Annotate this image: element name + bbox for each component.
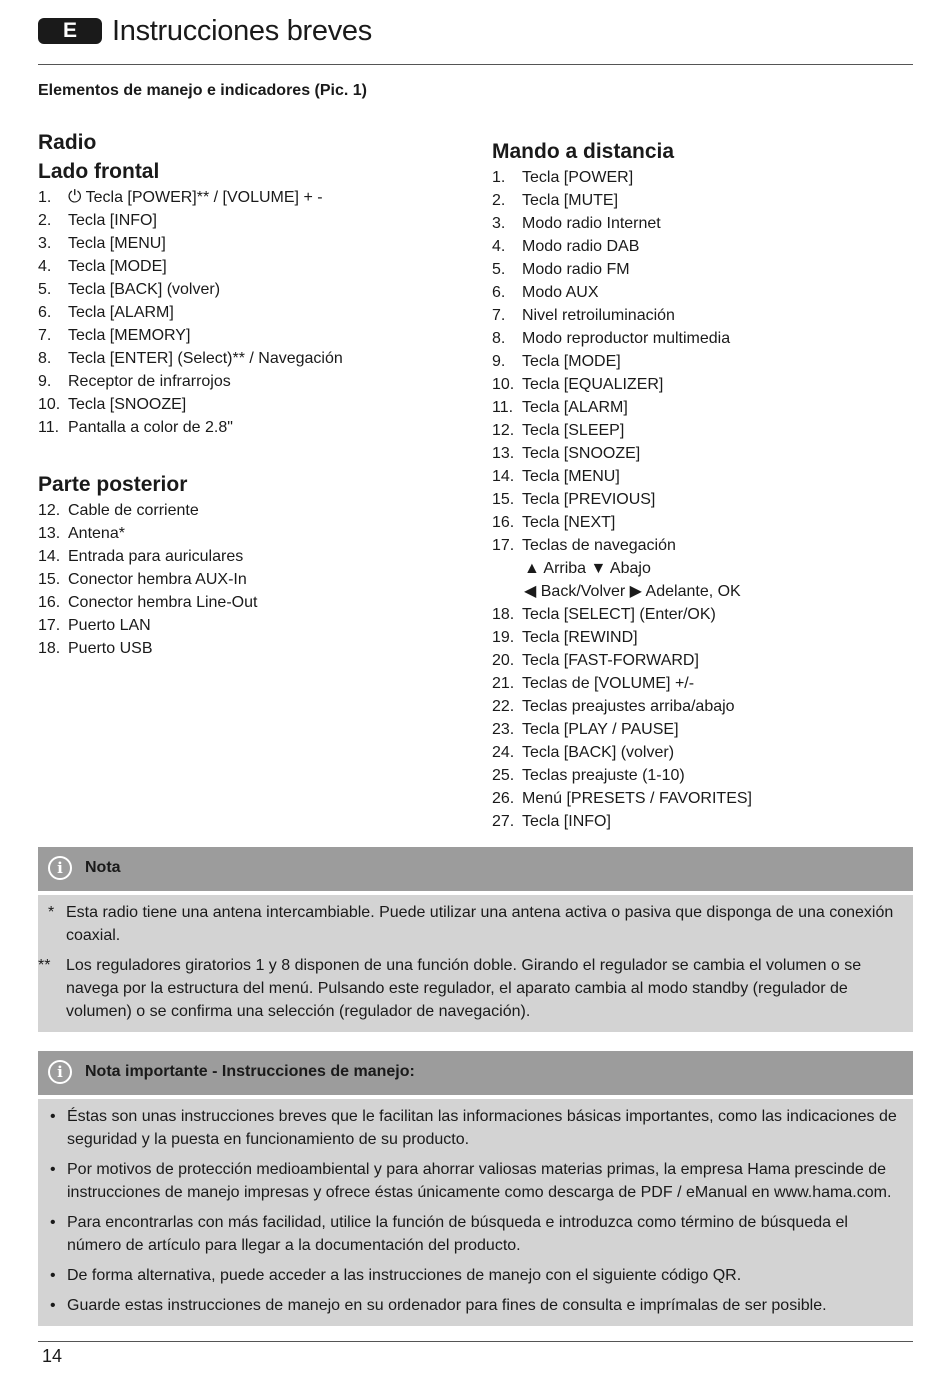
front-heading: Lado frontal: [38, 160, 160, 183]
list-item: 16. Tecla [NEXT]: [492, 514, 616, 531]
note-header: [38, 847, 913, 895]
list-item: 9. Receptor de infrarrojos: [38, 373, 231, 390]
important-note-header: [38, 1051, 913, 1099]
radio-heading: Radio: [38, 131, 97, 154]
list-item: 1. ⏻ Tecla [POWER]** / [VOLUME] + -: [38, 187, 323, 207]
list-item: 12. Tecla [SLEEP]: [492, 422, 625, 439]
list-item: 15. Conector hembra AUX-In: [38, 571, 247, 588]
list-item: 13. Antena*: [38, 525, 125, 542]
remote-heading: Mando a distancia: [492, 140, 675, 163]
list-item: 10. Tecla [SNOOZE]: [38, 396, 187, 413]
list-item: 13. Tecla [SNOOZE]: [492, 445, 641, 462]
bullet-item: • De forma alternativa, puede acceder a las instrucciones de manejo con el siguiente código QR.: [50, 1267, 742, 1284]
front-list: [38, 186, 468, 439]
list-item: 5. Modo radio FM: [492, 261, 630, 278]
list-item: 3. Modo radio Internet: [492, 215, 661, 232]
bullet-item: • Por motivos de protección medioambiental y para ahorrar valiosas materias primas, la empresa Hama prescinde de instrucciones de manejo impresas y ofrece éstas únicamente como descarga de PDF / eManual en www.hama.com.: [50, 1161, 892, 1201]
list-item: 22. Teclas preajustes arriba/abajo: [492, 698, 735, 715]
list-item: 2. Tecla [INFO]: [38, 212, 157, 229]
list-item: 6. Modo AUX: [492, 284, 599, 301]
list-item: 16. Conector hembra Line-Out: [38, 594, 258, 611]
list-item: 23. Tecla [PLAY / PAUSE]: [492, 721, 679, 738]
list-item: 12. Cable de corriente: [38, 502, 199, 519]
remote-list-continued: [492, 603, 922, 833]
bullet-item: • Éstas son unas instrucciones breves que le facilitan las informaciones básicas importantes, como las indicaciones de seguridad y la puesta en funcionamiento de su producto.: [50, 1108, 897, 1148]
page-number: 14: [42, 1346, 63, 1366]
list-item: 18. Tecla [SELECT] (Enter/OK): [492, 606, 716, 623]
list-item: 6. Tecla [ALARM]: [38, 304, 174, 321]
nav-keys-back-forward: ◀ Back/Volver ▶ Adelante, OK: [524, 583, 741, 600]
bullet-item: • Guarde estas instrucciones de manejo en su ordenador para fines de consulta e imprímalas de ser posible.: [50, 1297, 827, 1314]
list-item: 19. Tecla [REWIND]: [492, 629, 638, 646]
list-item: 7. Tecla [MEMORY]: [38, 327, 191, 344]
language-badge: E: [38, 18, 102, 44]
list-item: 24. Tecla [BACK] (volver): [492, 744, 675, 761]
note-box: [38, 847, 913, 1032]
list-item: 14. Entrada para auriculares: [38, 548, 244, 565]
list-item: 2. Tecla [MUTE]: [492, 192, 619, 209]
note-body: [38, 895, 913, 1032]
list-item: 17. Teclas de navegación: [492, 537, 676, 554]
list-item: 18. Puerto USB: [38, 640, 153, 657]
list-item: 20. Tecla [FAST-FORWARD]: [492, 652, 699, 669]
bullet-item: • Para encontrarlas con más facilidad, utilice la función de búsqueda e introduzca como término de búsqueda el número de artículo para llegar a la documentación del producto.: [50, 1214, 848, 1254]
section-intro: Elementos de manejo e indicadores (Pic. 1): [38, 82, 367, 99]
page-title: Instrucciones breves: [112, 15, 372, 47]
list-item: 3. Tecla [MENU]: [38, 235, 166, 252]
list-item: 11. Pantalla a color de 2.8": [38, 419, 233, 436]
list-item: 1. Tecla [POWER]: [492, 169, 634, 186]
remote-list: [492, 166, 922, 557]
list-item: 7. Nivel retroiluminación: [492, 307, 675, 324]
page-header: [38, 14, 913, 65]
list-item: 10. Tecla [EQUALIZER]: [492, 376, 664, 393]
note-title: Nota: [85, 859, 121, 876]
info-icon: i: [48, 1060, 72, 1084]
footnote: ** Los reguladores giratorios 1 y 8 disponen de una función doble. Girando el regulador se cambia el volumen o se navega por la estructura del menú. Pulsando este regulador, el aparato cambia al modo standby (regulador de volumen) o se confirma una selección (regulador de navegación).: [38, 957, 862, 1020]
list-item: 5. Tecla [BACK] (volver): [38, 281, 221, 298]
list-item: 9. Tecla [MODE]: [492, 353, 621, 370]
footnote: * Esta radio tiene una antena intercambiable. Puede utilizar una antena activa o pasiva que disponga de una conexión coaxial.: [48, 904, 894, 944]
list-item: 17. Puerto LAN: [38, 617, 151, 634]
list-item: 8. Modo reproductor multimedia: [492, 330, 731, 347]
power-icon: ⏻: [68, 187, 82, 207]
list-item: 27. Tecla [INFO]: [492, 813, 611, 830]
list-item: 4. Modo radio DAB: [492, 238, 640, 255]
important-note-body: [38, 1099, 913, 1326]
back-list: [38, 499, 468, 660]
nav-keys-up-down: ▲ Arriba ▼ Abajo: [524, 560, 651, 577]
list-item: 25. Teclas preajuste (1-10): [492, 767, 685, 784]
remote-column: [492, 137, 922, 833]
list-item: 8. Tecla [ENTER] (Select)** / Navegación: [38, 350, 343, 367]
list-item: 26. Menú [PRESETS / FAVORITES]: [492, 790, 752, 807]
list-item: 21. Teclas de [VOLUME] +/-: [492, 675, 695, 692]
footer-rule: [38, 1341, 913, 1342]
list-item: 14. Tecla [MENU]: [492, 468, 620, 485]
list-item: 4. Tecla [MODE]: [38, 258, 167, 275]
back-heading: Parte posterior: [38, 473, 188, 496]
important-note-title: Nota importante - Instrucciones de manejo:: [85, 1063, 415, 1080]
list-item: 15. Tecla [PREVIOUS]: [492, 491, 656, 508]
radio-column: [38, 128, 468, 660]
list-item: 11. Tecla [ALARM]: [492, 399, 628, 416]
important-note-box: [38, 1051, 913, 1326]
info-icon: i: [48, 856, 72, 880]
